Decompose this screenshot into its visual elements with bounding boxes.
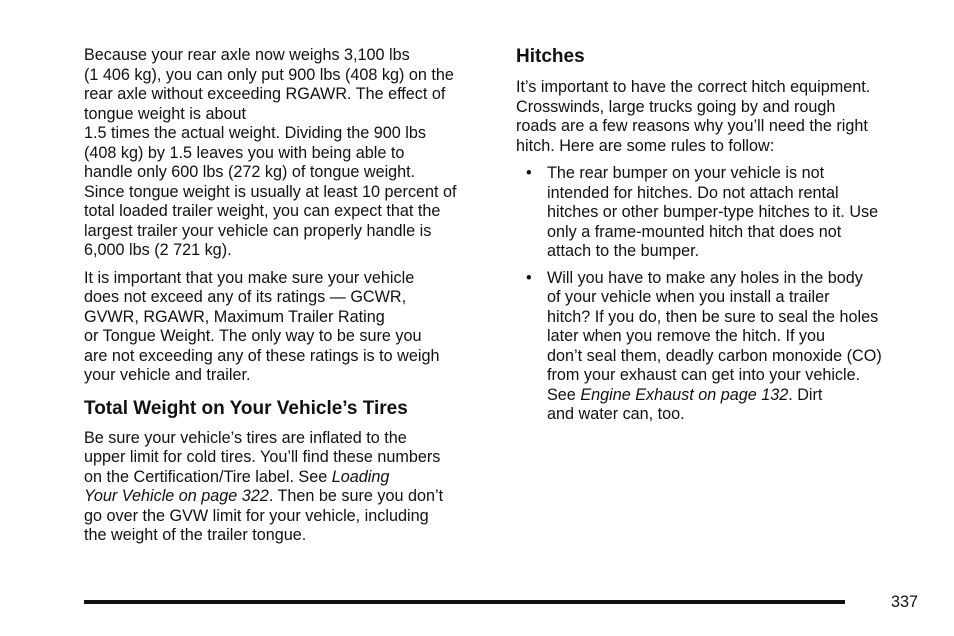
text-line: does not exceed any of its ratings — GCWR, [84,288,407,306]
text-line: of your vehicle when you install a trailer [547,288,830,306]
list-item [516,269,926,425]
text-line: (1 406 kg), you can only put 900 lbs (408 kg) on the [84,65,454,84]
section-heading-total-weight: Total Weight on Your Vehicle’s Tires [84,397,408,419]
text-line: Crosswinds, large trucks going by and rough [516,97,836,116]
text-line: Be sure your vehicle’s tires are inflated to the [84,428,407,447]
text-run: . Then be sure you don’t [268,487,444,505]
text-line: are not exceeding any of these ratings is to weigh [84,346,440,365]
paragraph-hitch-intro [516,78,926,156]
text-line: don’t seal them, deadly carbon monoxide (CO) [547,346,882,365]
text-line: GVWR, RGAWR, Maximum Trailer Rating [84,307,385,326]
text-line: upper limit for cold tires. You’ll find these numbers [84,448,441,466]
list-item [516,164,926,262]
text-line: the weight of the trailer tongue. [84,526,307,544]
text-line: or Tongue Weight. The only way to be sure you [84,327,422,345]
text-line: total loaded trailer weight, you can expect that the [84,202,441,220]
text-line: and water can, too. [547,405,685,423]
left-column [84,46,490,546]
text-line: 1.5 times the actual weight. Dividing the 900 lbs [84,124,426,142]
text-line: handle only 600 lbs (272 kg) of tongue weight. [84,163,416,181]
text-line: It’s important to have the correct hitch equipment. [516,78,871,96]
text-line: intended for hitches. Do not attach rental [547,183,839,202]
paragraph-tires [84,429,490,546]
text-line: hitch? If you do, then be sure to seal the holes [547,307,879,326]
text-line: The rear bumper on your vehicle is not [547,164,825,182]
text-line: your vehicle and trailer. [84,366,251,384]
text-line: rear axle without exceeding RGAWR. The effect of [84,85,446,103]
text-line [547,386,926,406]
text-run: . Dirt [788,385,823,404]
page-number: 337 [890,593,918,611]
text-line [84,468,490,488]
text-line: (408 kg) by 1.5 leaves you with being able to [84,143,405,162]
text-line: Will you have to make any holes in the body [547,268,863,287]
section-heading-hitches: Hitches [516,46,585,67]
text-line: largest trailer your vehicle can properly handle is [84,221,432,240]
paragraph-ratings [84,269,490,386]
bullet-text [547,269,926,425]
bullet-text [547,164,926,262]
text-line: Because your rear axle now weighs 3,100 lbs [84,46,410,64]
text-line: tongue weight is about [84,104,246,123]
cross-reference-loading: Loading [331,467,390,486]
text-line: from your exhaust can get into your vehicle. [547,366,861,384]
cross-reference-loading-page: Your Vehicle on page 322 [84,487,269,505]
paragraph-axle-weight [84,46,490,261]
right-column [516,46,926,432]
text-line: It is important that you make sure your vehicle [84,268,415,287]
text-line: hitch. Here are some rules to follow: [516,136,775,155]
text-line: attach to the bumper. [547,242,700,260]
text-line [84,487,490,507]
hitch-rules-list [516,164,926,425]
bullet-icon: • [526,164,532,182]
cross-reference-engine-exhaust: Engine Exhaust on page 132 [580,385,789,404]
text-line: hitches or other bumper-type hitches to it. Use [547,203,879,221]
bullet-icon: • [526,268,532,287]
text-run: on the Certification/Tire label. See [84,467,332,486]
text-line: go over the GVW limit for your vehicle, including [84,506,429,525]
text-line: Since tongue weight is usually at least 10 percent of [84,182,457,201]
text-line: only a frame-mounted hitch that does not [547,222,842,241]
text-line: roads are a few reasons why you’ll need the right [516,117,868,135]
text-line: 6,000 lbs (2 721 kg). [84,241,232,259]
footer-rule [84,600,845,604]
text-line: later when you remove the hitch. If you [547,327,826,345]
text-run: See [547,385,581,404]
